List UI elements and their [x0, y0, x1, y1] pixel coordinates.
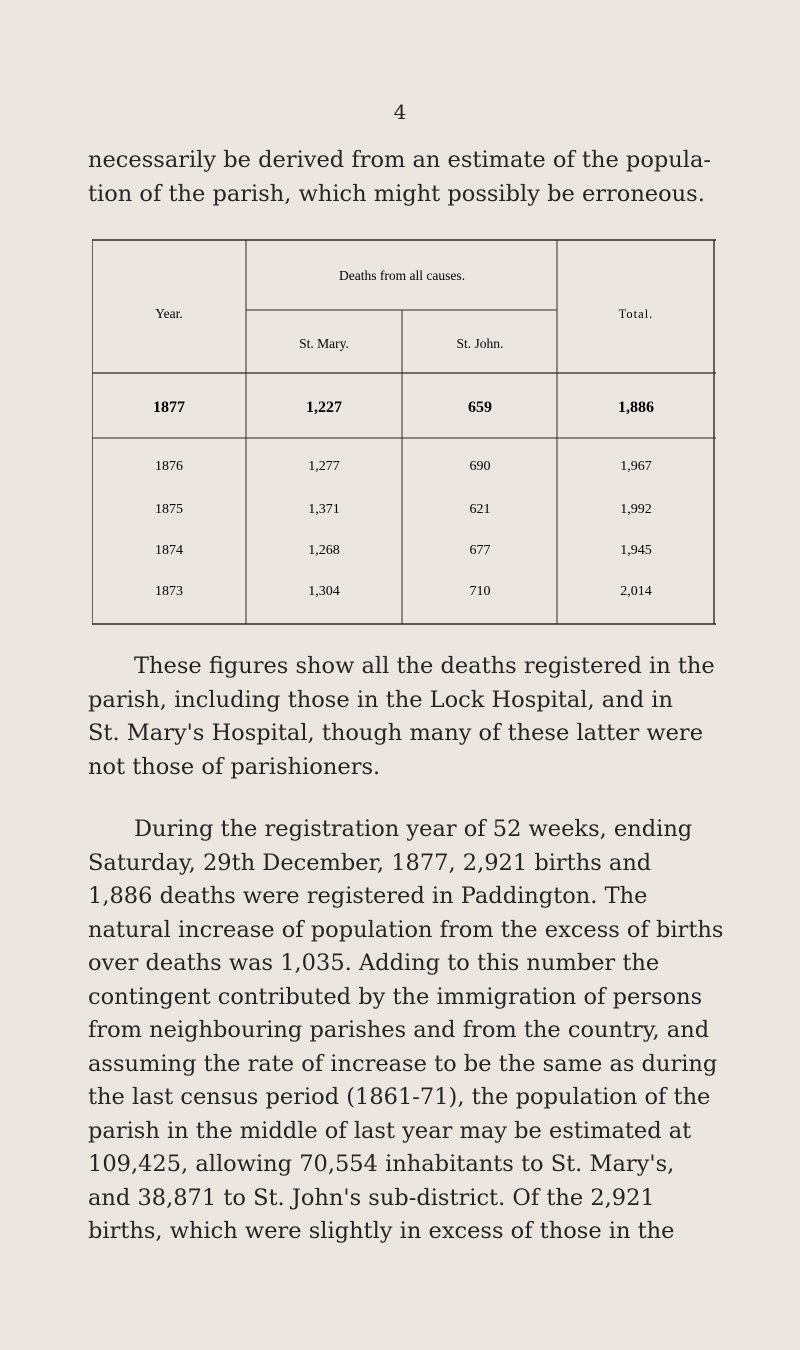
- header-st-mary: St. Mary.: [299, 336, 349, 351]
- text-line: births, which were slightly in excess of those in the: [88, 1218, 675, 1244]
- cell-st-john: 710: [469, 584, 491, 599]
- text-line: Saturday, 29th December, 1877, 2,921 births and: [88, 849, 652, 876]
- header-total: Total.: [618, 307, 654, 321]
- text-line: necessarily be derived from an estimate of the popula-: [88, 147, 711, 173]
- cell-st-john: 621: [469, 502, 491, 517]
- text-line: the last census period (1861-71), the population of the: [88, 1084, 711, 1110]
- text-line: over deaths was 1,035. Adding to this number the: [88, 950, 660, 976]
- text-line: parish, including those in the Lock Hospital, and in: [88, 686, 673, 713]
- header-deaths-group: Deaths from all causes.: [339, 268, 465, 283]
- header-year: Year.: [155, 306, 183, 321]
- deaths-table: [92, 238, 716, 626]
- cell-st-mary: 1,277: [308, 459, 340, 474]
- text-line: contingent contributed by the immigration of persons: [88, 983, 703, 1010]
- cell-year: 1874: [155, 543, 183, 558]
- cell-st-mary: 1,371: [308, 502, 340, 517]
- deaths-table-grid: [92, 238, 716, 626]
- table-row: [155, 584, 652, 599]
- cell-total: 1,945: [620, 543, 652, 558]
- header-st-john: St. John.: [456, 336, 504, 351]
- cell-total: 1,967: [620, 459, 652, 474]
- cell-st-john: 690: [469, 459, 491, 474]
- cell-st-john: 677: [469, 543, 491, 558]
- text-line: 1,886 deaths were registered in Paddington. The: [88, 883, 648, 909]
- text-line: St. Mary's Hospital, though many of these latter were: [88, 720, 704, 746]
- cell-total: 2,014: [620, 584, 652, 599]
- text-line: tion of the parish, which might possibly be erroneous.: [88, 180, 705, 207]
- cell-year: 1876: [155, 459, 183, 474]
- paragraph-registration-year: [88, 813, 742, 1249]
- page-number: 4: [393, 100, 407, 124]
- cell-st-mary: 1,304: [308, 584, 340, 599]
- text-line: and 38,871 to St. John's sub-district. Of the 2,921: [88, 1184, 655, 1211]
- text-line: parish in the middle of last year may be estimated at: [88, 1117, 692, 1144]
- cell-total-current: 1,886: [618, 399, 654, 416]
- text-line: assuming the rate of increase to be the same as during: [88, 1050, 718, 1077]
- table-row: [155, 502, 652, 517]
- text-line: 109,425, allowing 70,554 inhabitants to St. Mary's,: [88, 1151, 675, 1177]
- table-row: [155, 543, 652, 558]
- text-line: natural increase of population from the excess of births: [88, 916, 724, 943]
- cell-st-mary: 1,268: [308, 543, 340, 558]
- cell-year-current: 1877: [153, 399, 185, 416]
- cell-st-john-current: 659: [468, 399, 492, 416]
- cell-year: 1875: [155, 502, 183, 517]
- paragraph-figures-note: [88, 650, 742, 784]
- text-line: from neighbouring parishes and from the country, and: [88, 1017, 710, 1043]
- cell-total: 1,992: [620, 502, 652, 517]
- text-line: These figures show all the deaths registered in the: [134, 653, 715, 679]
- cell-year: 1873: [155, 584, 183, 599]
- table-row: [155, 459, 652, 474]
- paragraph-intro: [88, 144, 742, 211]
- text-line: During the registration year of 52 weeks, ending: [134, 816, 693, 842]
- text-line: not those of parishioners.: [88, 753, 381, 780]
- cell-st-mary-current: 1,227: [306, 399, 342, 416]
